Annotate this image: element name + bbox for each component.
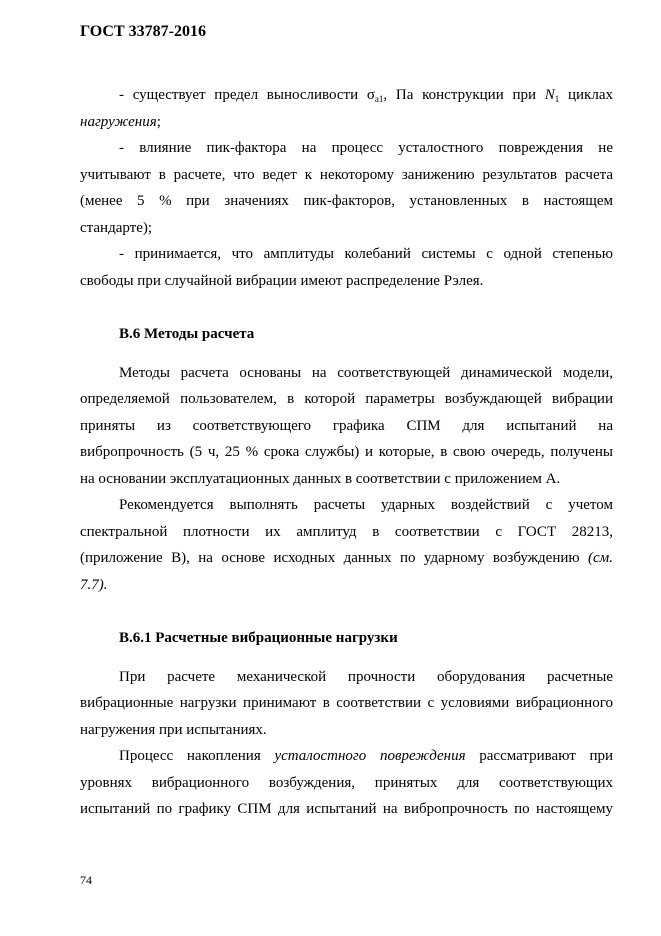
text-segment: (приложение В), на основе исходных данных по ударному возбуждению [80,550,589,566]
text-line: нагружения при испытаниях. [80,721,267,738]
italic-term: нагружения [80,113,157,130]
text-segment: Процесс накопления [119,748,275,764]
italic-reference: (см. [588,550,613,566]
text-segment: ; [156,113,161,130]
text-line: на основании эксплуатационных данных в соответствии с приложением А. [80,470,561,487]
text-line: приняты из соответствующего графика СПМ для испытаний на [80,417,613,434]
text-segment: , Па конструкции при [383,87,545,103]
italic-term: усталостного повреждения [274,748,466,764]
spacer [80,294,613,321]
text-line [80,572,613,599]
spacer [80,651,613,664]
variable-symbol: N [544,87,555,103]
text-line [80,82,613,109]
text-line: - влияние пик-фактора на процесс усталостного повреждения не [119,140,613,156]
text-line [80,545,613,572]
text-line: учитывают в расчете, что ведет к некоторому занижению результатов расчета [80,166,613,183]
text-line: определяемой пользователем, в которой параметры возбуждающей вибрации [80,391,613,407]
subsection-heading: В.6.1 Расчетные вибрационные нагрузки [119,629,398,646]
text-line [80,743,613,770]
text-line: уровнях вибрационного возбуждения, принятых для соответствующих [80,774,613,791]
section-heading: В.6 Методы расчета [119,325,255,342]
document-header-title: ГОСТ 33787-2016 [80,23,206,40]
text-line: вибропрочность (5 ч, 25 % срока службы) и которые, в свою очередь, получены [80,444,613,460]
text-line: свободы при случайной вибрации имеют распределение Рэлея. [80,272,484,289]
text-line: - принимается, что амплитуды колебаний системы с одной степенью [119,246,613,262]
spacer [80,598,613,625]
text-line: (менее 5 % при значениях пик-факторов, установленных в настоящем [80,193,613,209]
italic-reference: 7.7). [80,576,108,593]
text-segment: - существует предел выносливости σ [119,87,375,103]
text-line [80,109,613,136]
spacer [80,347,613,360]
text-line: стандарте); [80,219,153,236]
text-line: Рекомендуется выполнять расчеты ударных воздействий с учетом [119,497,613,513]
page-number: 74 [80,873,92,887]
text-line: спектральной плотности их амплитуд в соответствии с ГОСТ 28213, [80,523,613,540]
text-segment: циклах [559,87,613,103]
text-line: Методы расчета основаны на соответствующей динамической модели, [119,364,613,381]
subscript: а1 [374,94,384,104]
document-body [80,82,613,823]
text-segment: рассматривают при [465,748,613,764]
text-line: При расчете механической прочности оборудования расчетные [119,668,613,685]
text-line: испытаний по графику СПМ для испытаний на вибропрочность по настоящему [80,801,613,817]
text-line: вибрационные нагрузки принимают в соответствии с условиями вибрационного [80,695,613,711]
subscript: 1 [554,94,560,104]
